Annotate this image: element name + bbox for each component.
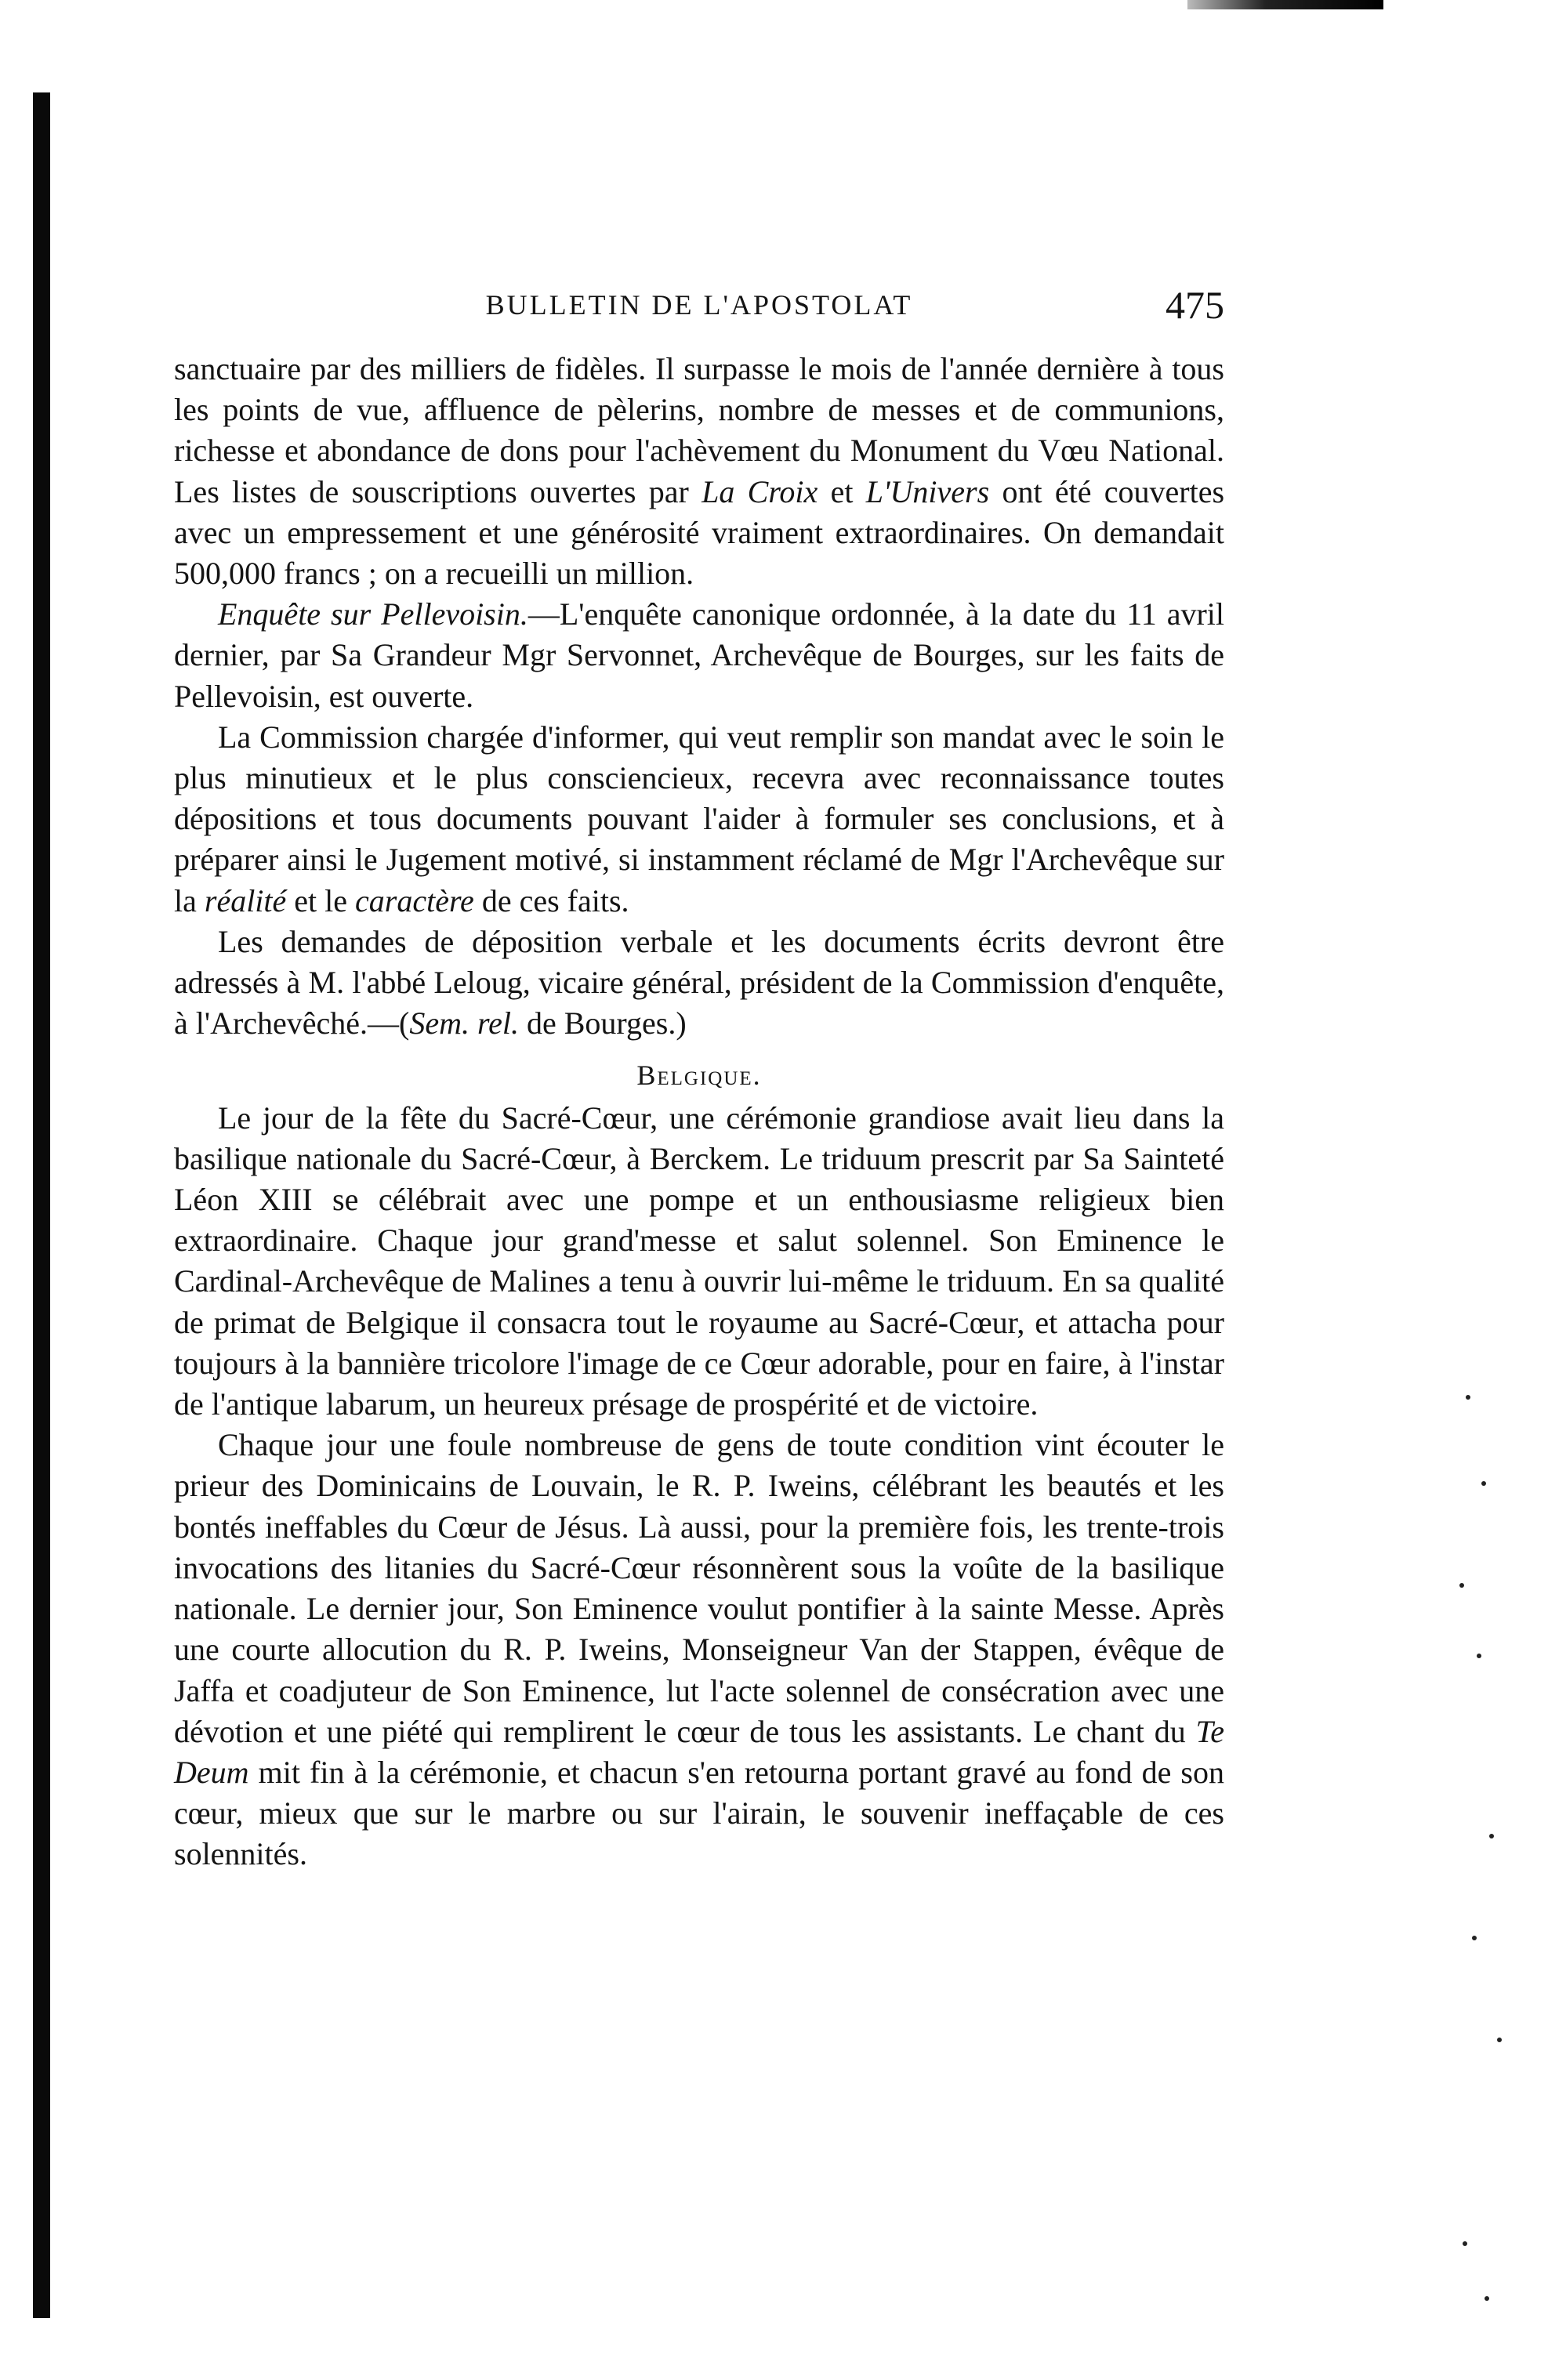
paragraph-3-text: La Commission chargée d'informer, qui veut remplir son mandat avec le soin le plus minutieux et le plus consciencieux, recevra avec reconnaissance toutes dépositions et tous documents pouvant l'aider à formuler ses conclusions, et à préparer ainsi le Jugement motivé, si instamment réclamé de Mgr l'Archevêque sur la bbox=[174, 719, 1224, 918]
paragraph-2-text: —L'enquête canonique ordonnée, à la date du 11 avril dernier, par Sa Grandeur Mgr Servonnet, Archevêque de Bourges, sur les faits de Pellevoisin, est ouverte. bbox=[174, 596, 1225, 714]
section-heading-belgique: Belgique. bbox=[636, 1060, 762, 1092]
scan-speck bbox=[1463, 2241, 1467, 2246]
paragraph-4-end: de Bourges.) bbox=[526, 1005, 687, 1041]
page-number: 475 bbox=[1166, 283, 1224, 327]
scan-speck bbox=[1481, 1481, 1486, 1486]
title-l-univers: L'Univers bbox=[865, 473, 990, 509]
paragraph-1-text: sanctuaire par des milliers de fidèles. Il surpasse le mois de l'année dernière à tous les points de vue, affluence de pèlerins, nombre de messes et de communions, richesse et abondance de dons pour l'achèvement du Monument du Vœu National. Les listes de souscriptions ouvertes par bbox=[174, 351, 1224, 509]
term-te-deum: Te Deum bbox=[174, 1713, 1224, 1790]
paragraph-6-text: Chaque jour une foule nombreuse de gens de toute condition vint écouter le prieur des Dominicains de Louvain, le R. P. Iweins, célébrant les beautés et les bontés ineffables du Cœur de Jésus. Là aussi, pour la première fois, les trente-trois invocations des litanies du Sacré-Cœur résonnèrent sous la voûte de la basilique nationale. Le dernier jour, Son Eminence voulut pontifier à la sainte Messe. Après une courte allocution du R. P. Iweins, Monseigneur Van der Stappen, évêque de Jaffa et coadjuteur de Son Eminence, lut l'acte solennel de consécration avec une dévotion et une piété qui remplirent le cœur de tous les assistants. Le chant du bbox=[174, 1427, 1224, 1749]
paragraph-4 bbox=[174, 922, 1224, 1045]
scan-speck bbox=[1466, 1395, 1470, 1400]
title-la-croix: La Croix bbox=[701, 473, 818, 509]
paragraph-3 bbox=[174, 717, 1224, 922]
source-sem-rel: Sem. rel. bbox=[409, 1005, 519, 1041]
heading-enquete-pellevoisin: Enquête sur Pellevoisin. bbox=[218, 596, 528, 632]
left-scan-margin-bar bbox=[33, 92, 50, 2318]
paragraph-5 bbox=[174, 1098, 1224, 1425]
scan-speck bbox=[1459, 1583, 1464, 1588]
paragraph-1-end: ont été couvertes avec un empressement et une générosité vraiment extraordinaires. On demandait 500,000 francs ; on a recueilli un million. bbox=[174, 473, 1225, 592]
term-caractere: caractère bbox=[355, 882, 474, 918]
paragraph-4-text: Les demandes de déposition verbale et les documents écrits devront être adressés à M. l'abbé Leloug, vicaire général, président de la Commission d'enquête, à l'Archevêché.—( bbox=[174, 923, 1224, 1041]
paragraph-6 bbox=[174, 1425, 1224, 1875]
paragraph-2 bbox=[174, 594, 1224, 717]
term-realite: réalité bbox=[204, 882, 287, 918]
page-header bbox=[174, 282, 1224, 337]
top-scan-rule bbox=[1187, 0, 1383, 9]
paragraph-6-end: mit fin à la cérémonie, et chacun s'en retourna portant gravé au fond de son cœur, mieux que sur le marbre ou sur l'airain, le souvenir ineffaçable de ces solennités. bbox=[174, 1754, 1224, 1872]
body-text bbox=[174, 349, 1224, 1875]
scan-speck bbox=[1477, 1654, 1481, 1658]
running-title: BULLETIN DE L'APOSTOLAT bbox=[485, 289, 913, 321]
margin-scan-specks bbox=[1450, 1395, 1528, 2335]
paragraph-3-end: de ces faits. bbox=[481, 882, 629, 918]
scan-speck bbox=[1472, 1936, 1477, 1940]
paragraph-1 bbox=[174, 349, 1224, 594]
paragraph-5-text: Le jour de la fête du Sacré-Cœur, une cérémonie grandiose avait lieu dans la basilique nationale du Sacré-Cœur, à Berckem. Le triduum prescrit par Sa Sainteté Léon XIII se célébrait avec une pompe et un enthousiasme religieux bien extraordinaire. Chaque jour grand'messe et salut solennel. Son Eminence le Cardinal-Archevêque de Malines a tenu à ouvrir lui-même le triduum. En sa qualité de primat de Belgique il consacra tout le royaume au Sacré-Cœur, et attacha pour toujours à la bannière tricolore l'image de ce Cœur adorable, pour en faire, à l'instar de l'antique labarum, un heureux présage de prospérité et de victoire. bbox=[174, 1099, 1224, 1422]
scan-speck bbox=[1485, 2296, 1489, 2301]
paragraph-3-conjunction: et le bbox=[294, 882, 348, 918]
scan-speck bbox=[1489, 1834, 1494, 1838]
scan-speck bbox=[1497, 2038, 1502, 2042]
paragraph-1-conjunction: et bbox=[830, 473, 854, 509]
